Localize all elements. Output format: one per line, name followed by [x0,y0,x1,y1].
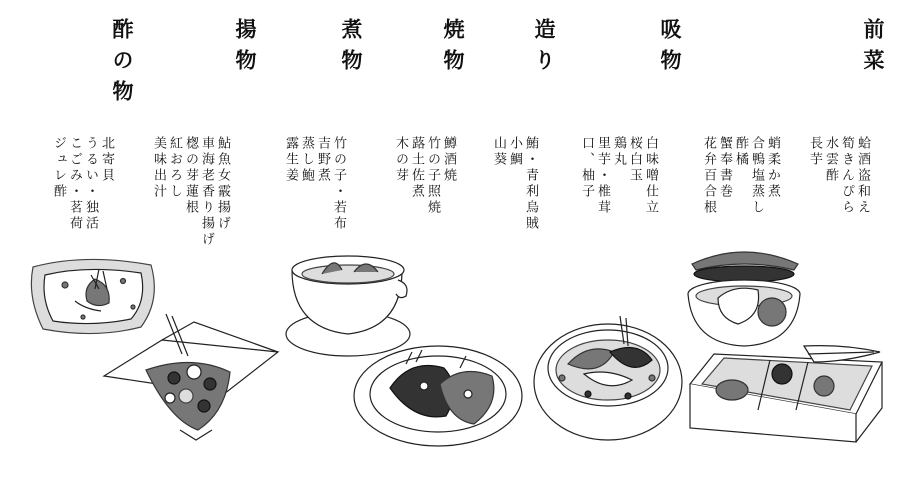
menu-item: 竹の子・若布 [331,136,346,232]
zensai-box-illustration [684,344,888,444]
menu-item: こごみ・茗荷 [67,136,82,232]
menu-item: 白味噌仕立 [643,136,658,216]
menu-item: うるい・独活 [83,136,98,232]
menu-item: 里芋・椎茸 [595,136,610,216]
menu-item: 酢橘 [733,136,748,168]
menu-item: 車海老香り揚げ [199,136,214,248]
menu-item: 蛤酒盗和え [855,136,870,216]
menu-item: 木の芽 [393,136,408,184]
menu-item: 紅おろし [167,136,182,200]
menu-item: 長芋 [807,136,822,168]
items-zensai [806,136,870,256]
section-title-zensai: 前菜 [861,18,886,80]
items-sunomono [150,136,230,256]
menu-item: 鮪・青利烏賊 [523,136,538,232]
section-title-nimono: 煮物 [339,18,364,80]
menu-item: ジュレ酢 [51,136,66,200]
menu-item: 露生姜 [283,136,298,184]
agemono-basket-illustration [100,312,290,440]
menu-item: 鶏丸 [611,136,626,168]
menu-item: 山葵 [491,136,506,168]
items-suimono [700,136,780,256]
menu-item: 蛸柔か煮 [765,136,780,200]
menu-item: 美味出汁 [151,136,166,200]
menu-item: 蒸し鮑 [299,136,314,184]
menu-item: 合鴨塩蒸し [749,136,764,216]
suimono-lidded-bowl-illustration [678,240,814,352]
menu-item: 竹の子照焼 [425,136,440,216]
section-title-sunomono: 酢の物 [110,18,135,111]
tsukuri-plate-illustration [528,312,686,444]
menu-item: 北寄貝 [99,136,114,184]
menu-item: 吉野煮 [315,136,330,184]
menu-item: 蟹奉書巻 [717,136,732,200]
menu-item: 鮎魚女霰揚げ [215,136,230,232]
items-yakimono [490,136,538,256]
section-title-suimono: 吸物 [658,18,683,80]
menu-item: 楤の芽蓮根 [183,136,198,216]
menu-item: 蕗土佐煮 [409,136,424,200]
menu-item: 桜白玉 [627,136,642,184]
section-title-agemono: 揚物 [233,18,258,80]
items-tsukuri [578,136,658,256]
items-nimono [392,136,456,256]
yakimono-plate-illustration [350,338,525,450]
menu-item: 口、柚子 [579,136,594,200]
menu-item: 花弁百合根 [701,136,716,216]
menu-item: 筍きんぴら [839,136,854,216]
menu-item: 水雲酢 [823,136,838,184]
menu-item: 鱒酒焼 [441,136,456,184]
section-title-yakimono: 焼物 [441,18,466,80]
items-extra [50,136,114,256]
items-agemono [282,136,346,256]
menu-item: 小鯛 [507,136,522,168]
section-title-tsukuri: 造り [532,18,557,80]
